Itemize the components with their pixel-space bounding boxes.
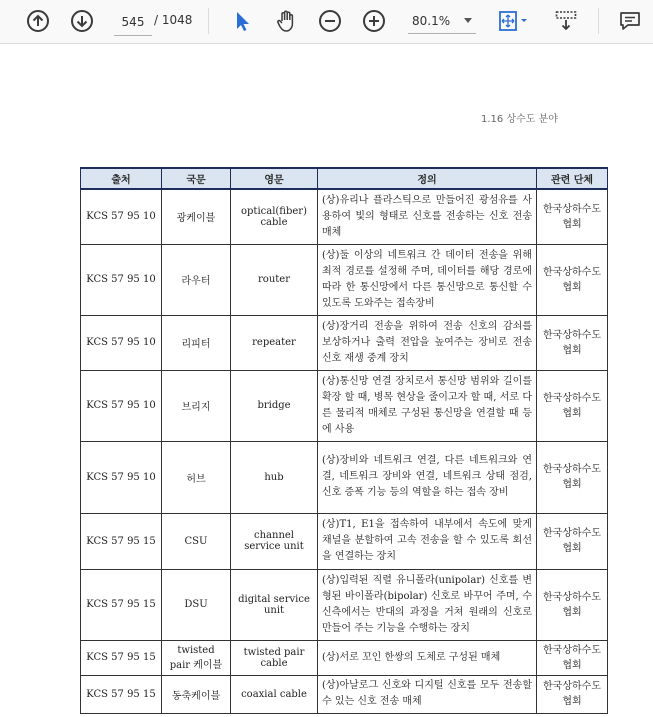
cell-korean: 동축케이블 <box>162 675 231 713</box>
cell-organization: 한국상하수도협회 <box>537 675 608 713</box>
cell-source: KCS 57 95 15 <box>81 513 162 569</box>
cell-english: twisted pair cable <box>231 640 318 675</box>
document-page <box>0 44 653 717</box>
cell-korean: 리피터 <box>162 315 231 370</box>
cell-definition: (상)통신망 연결 장치로서 통신망 범위와 길이를 확장 할 때, 병목 현상을 줄이고자 할 때, 서로 다른 물리적 매체로 구성된 통신망을 연결할 때 등에 사용 <box>318 370 537 441</box>
cell-english: bridge <box>231 370 318 441</box>
table-row <box>81 315 608 370</box>
previous-page-icon[interactable] <box>25 8 51 34</box>
cell-definition: (상)입력된 직렬 유니폴라(unipolar) 신호를 변형된 바이폴라(bipolar) 신호로 바꾸어 주며, 수신측에서는 반대의 과정을 거쳐 원래의 신호로 만들어 주는 기능을 수행하는 장치 <box>318 569 537 640</box>
toolbar-divider <box>598 8 599 34</box>
cell-source: KCS 57 95 10 <box>81 244 162 315</box>
cell-korean: 광케이블 <box>162 189 231 244</box>
cell-definition: (상)장비와 네트워크 연결, 다른 네트워크와 연결, 네트워크 장비와 연결, 네트워크 상태 점검, 신호 증폭 기능 등의 역할을 하는 접속 장비 <box>318 441 537 513</box>
cell-definition: (상)아날로그 신호와 디지털 신호를 모두 전송할 수 있는 신호 전송 매체 <box>318 675 537 713</box>
cell-english: optical(fiber) cable <box>231 189 318 244</box>
pdf-toolbar <box>0 0 653 44</box>
chevron-down-icon <box>464 18 472 23</box>
table-row <box>81 441 608 513</box>
hand-tool-icon[interactable] <box>273 8 299 34</box>
scroll-mode-icon[interactable] <box>553 8 579 34</box>
cell-source: KCS 57 95 15 <box>81 569 162 640</box>
zoom-in-icon[interactable] <box>361 8 387 34</box>
table-row <box>81 513 608 569</box>
cell-english: channel service unit <box>231 513 318 569</box>
cell-definition: (상)서로 꼬인 한쌍의 도체로 구성된 매체 <box>318 640 537 675</box>
cell-source: KCS 57 95 10 <box>81 315 162 370</box>
cell-korean: twisted pair 케이블 <box>162 640 231 675</box>
table-row <box>81 675 608 713</box>
cell-organization: 한국상하수도협회 <box>537 513 608 569</box>
cell-definition: (상)T1, E1을 접속하여 내부에서 속도에 맞게 채널을 분할하여 고속 전송을 할 수 있도록 회선을 연결하는 장치 <box>318 513 537 569</box>
cell-organization: 한국상하수도협회 <box>537 370 608 441</box>
cell-english: repeater <box>231 315 318 370</box>
zoom-select[interactable] <box>408 9 476 34</box>
cell-english: router <box>231 244 318 315</box>
cell-definition: (상)둘 이상의 네트워크 간 데이터 전송을 위해 최적 경로를 설정해 주며, 데이터를 해당 경로에 따라 한 통신망에서 다른 통신망으로 통신할 수 있도록 도와주는 접속장비 <box>318 244 537 315</box>
cell-organization: 한국상하수도협회 <box>537 315 608 370</box>
cell-source: KCS 57 95 10 <box>81 370 162 441</box>
cell-organization: 한국상하수도협회 <box>537 569 608 640</box>
cell-source: KCS 57 95 10 <box>81 441 162 513</box>
cell-korean: 브리지 <box>162 370 231 441</box>
table-row <box>81 189 608 244</box>
column-header-english: 영문 <box>231 168 318 189</box>
table-row <box>81 370 608 441</box>
cell-organization: 한국상하수도협회 <box>537 189 608 244</box>
table-row <box>81 244 608 315</box>
cell-english: digital service unit <box>231 569 318 640</box>
section-header: 1.16 상수도 분야 <box>481 114 558 125</box>
table-row <box>81 569 608 640</box>
column-header-definition: 정의 <box>318 168 537 189</box>
cell-source: KCS 57 95 10 <box>81 189 162 244</box>
cell-organization: 한국상하수도협회 <box>537 640 608 675</box>
column-header-korean: 국문 <box>162 168 231 189</box>
toolbar-divider <box>208 8 209 34</box>
cell-korean: CSU <box>162 513 231 569</box>
page-number-input[interactable] <box>114 9 152 36</box>
cell-english: hub <box>231 441 318 513</box>
comment-icon[interactable] <box>617 8 643 34</box>
cell-source: KCS 57 95 15 <box>81 675 162 713</box>
column-header-organization: 관련 단체 <box>537 168 608 189</box>
cell-korean: DSU <box>162 569 231 640</box>
zoom-out-icon[interactable] <box>317 8 343 34</box>
cell-definition: (상)장거리 전송을 위하여 전송 신호의 감쇠를 보상하거나 출력 전압을 높여주는 장비로 전송 신호 재생 중계 장치 <box>318 315 537 370</box>
cell-korean: 라우터 <box>162 244 231 315</box>
table-row <box>81 640 608 675</box>
cell-organization: 한국상하수도협회 <box>537 441 608 513</box>
cell-korean: 허브 <box>162 441 231 513</box>
column-header-source: 출처 <box>81 168 162 189</box>
cell-english: coaxial cable <box>231 675 318 713</box>
select-cursor-icon[interactable] <box>229 8 255 34</box>
fit-page-icon[interactable] <box>497 8 531 34</box>
zoom-value: 80.1% <box>412 14 451 28</box>
cell-definition: (상)유리나 플라스틱으로 만들어진 광섬유를 사용하여 빛의 형태로 신호를 전송하는 신호 전송 매체 <box>318 189 537 244</box>
next-page-icon[interactable] <box>69 8 95 34</box>
cell-source: KCS 57 95 15 <box>81 640 162 675</box>
table-header-row <box>81 168 608 189</box>
page-total: / 1048 <box>154 13 193 27</box>
cell-organization: 한국상하수도협회 <box>537 244 608 315</box>
terminology-table <box>80 167 608 714</box>
